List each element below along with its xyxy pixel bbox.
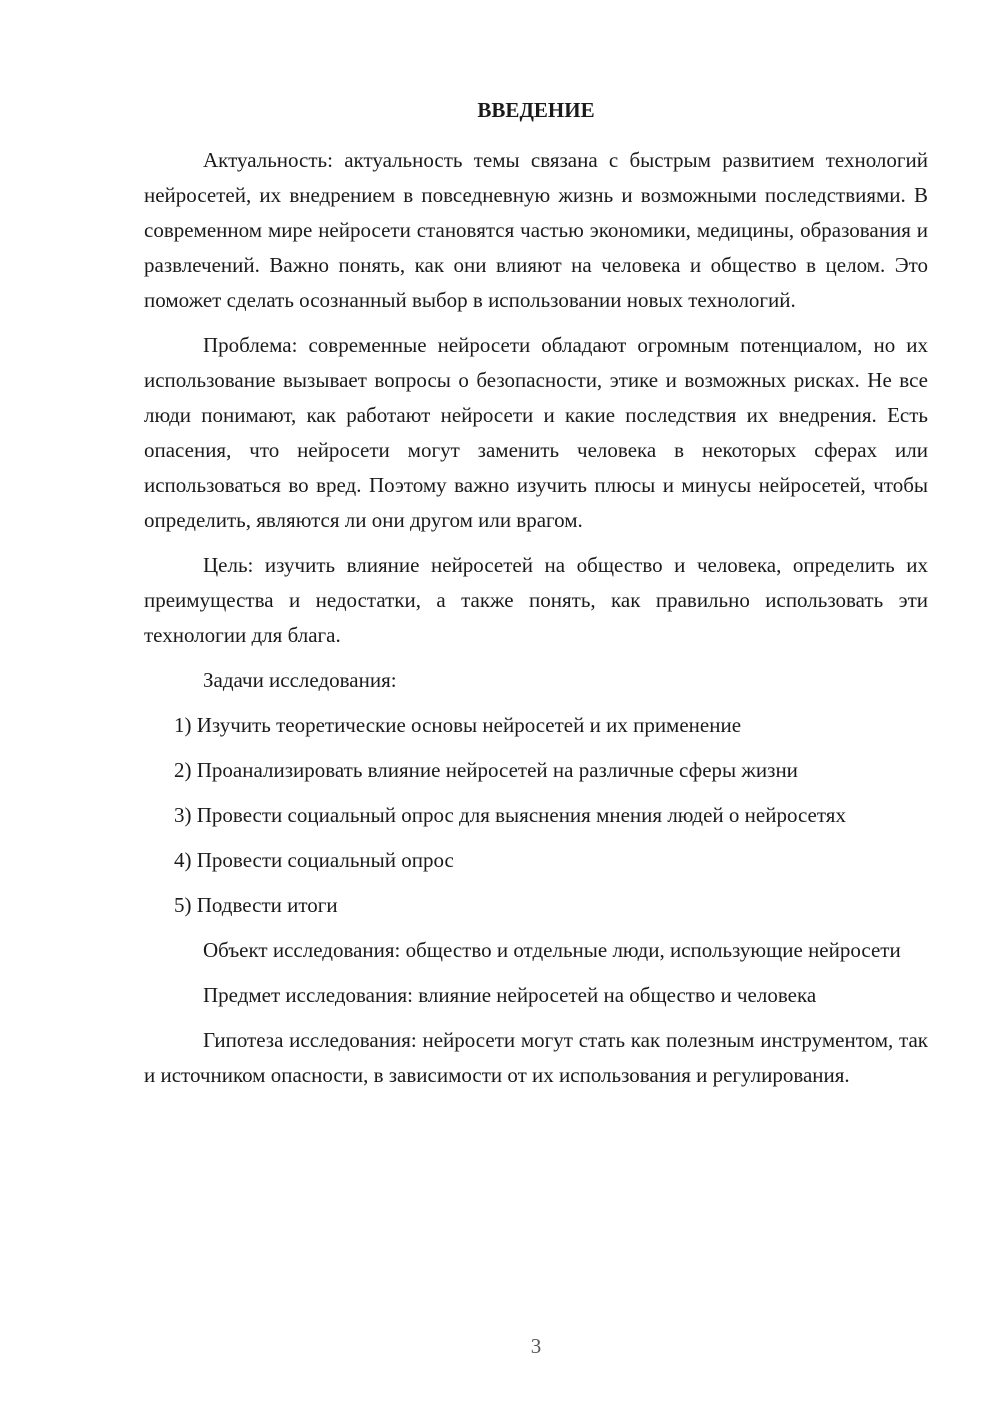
problem-paragraph: Проблема: современные нейросети обладают огромным потенциалом, но их использование вызывает вопросы о безопасности, этике и возможных рисках. Не все люди понимают, как работают нейросети и какие последствия их внедрения. Есть опасения, что нейросети могут заменить человека в некоторых сферах или использоваться во вред. Поэтому важно изучить плюсы и минусы нейросетей, чтобы определить, являются ли они другом или врагом. — [144, 333, 928, 532]
task-item-4: 4) Провести социальный опрос — [174, 848, 454, 872]
object-paragraph: Объект исследования: общество и отдельные люди, использующие нейросети — [203, 938, 901, 962]
relevance-paragraph: Актуальность: актуальность темы связана с быстрым развитием технологий нейросетей, их внедрением в повседневную жизнь и возможными последствиями. В современном мире нейросети становятся частью экономики, медицины, образования и развлечений. Важно понять, как они влияют на человека и общество в целом. Это поможет сделать осознанный выбор в использовании новых технологий. — [144, 148, 928, 312]
task-item-5: 5) Подвести итоги — [174, 893, 338, 917]
task-item-2: 2) Проанализировать влияние нейросетей на различные сферы жизни — [174, 758, 798, 782]
document-body — [144, 143, 928, 1103]
subject-paragraph: Предмет исследования: влияние нейросетей на общество и человека — [203, 983, 817, 1007]
task-item-1: 1) Изучить теоретические основы нейросетей и их применение — [174, 713, 742, 737]
page-title: ВВЕДЕНИЕ — [477, 98, 595, 122]
hypothesis-paragraph: Гипотеза исследования: нейросети могут стать как полезным инструментом, так и источником опасности, в зависимости от их использования и регулирования. — [144, 1028, 928, 1087]
goal-paragraph: Цель: изучить влияние нейросетей на общество и человека, определить их преимущества и недостатки, а также понять, как правильно использовать эти технологии для блага. — [144, 553, 928, 647]
tasks-title: Задачи исследования: — [203, 668, 397, 692]
task-item-3: 3) Провести социальный опрос для выяснения мнения людей о нейросетях — [174, 803, 846, 827]
page-number: 3 — [530, 1334, 542, 1358]
